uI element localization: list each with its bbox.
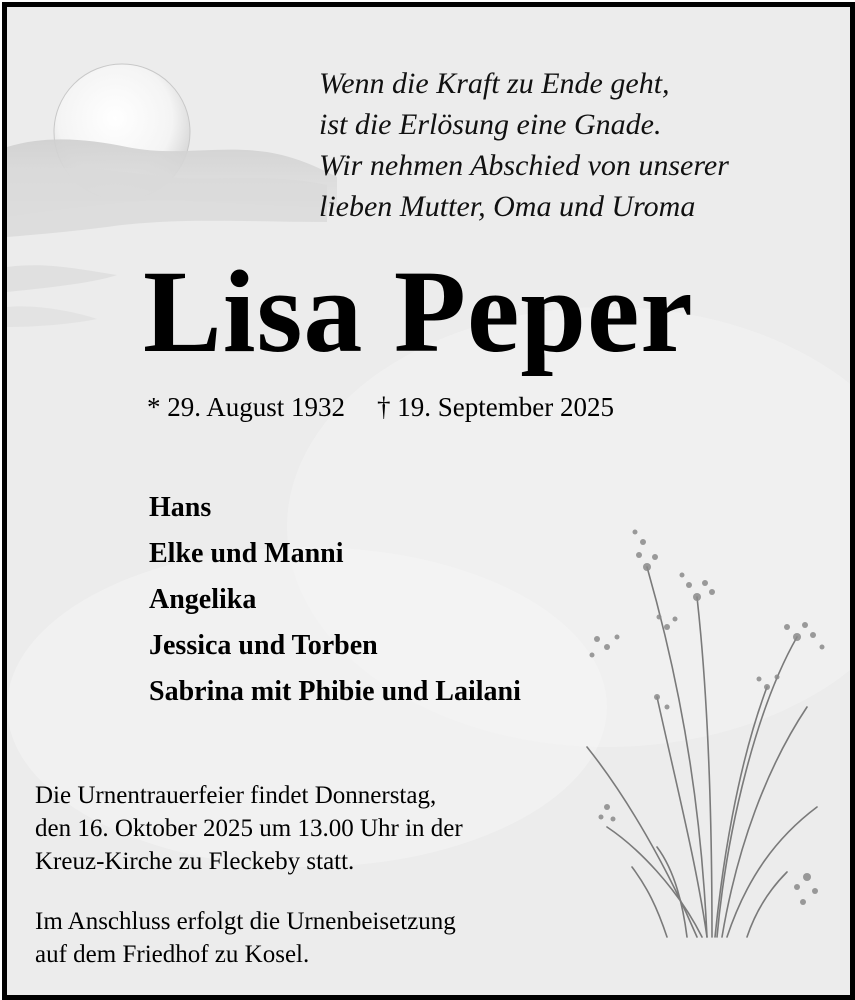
family-member: Angelika — [149, 584, 257, 615]
verse-line: Wir nehmen Abschied von unserer — [319, 149, 729, 182]
ceremony-info — [35, 779, 463, 878]
ceremony-line: Die Urnentrauerfeier findet Donnerstag, — [35, 782, 437, 809]
life-dates — [147, 392, 614, 423]
family-member: Jessica und Torben — [149, 630, 378, 661]
death-date: † 19. September 2025 — [377, 392, 614, 422]
obituary-notice — [2, 2, 855, 1000]
burial-info — [35, 905, 456, 971]
family-list — [149, 485, 521, 715]
verse-line: lieben Mutter, Oma und Uroma — [319, 190, 696, 223]
burial-line: Im Anschluss erfolgt die Urnenbeisetzung — [35, 908, 456, 935]
verse-line: ist die Erlösung eine Gnade. — [319, 108, 662, 141]
family-member: Elke und Manni — [149, 538, 344, 569]
birth-date: * 29. August 1932 — [147, 392, 346, 422]
family-member: Sabrina mit Phibie und Lailani — [149, 676, 521, 707]
burial-line: auf dem Friedhof zu Kosel. — [35, 941, 310, 968]
ceremony-line: den 16. Oktober 2025 um 13.00 Uhr in der — [35, 815, 463, 842]
verse-line: Wenn die Kraft zu Ende geht, — [319, 67, 670, 100]
verse — [319, 63, 729, 227]
family-member: Hans — [149, 492, 212, 523]
ceremony-line: Kreuz-Kirche zu Fleckeby statt. — [35, 848, 355, 875]
deceased-name: Lisa Peper — [143, 246, 694, 377]
